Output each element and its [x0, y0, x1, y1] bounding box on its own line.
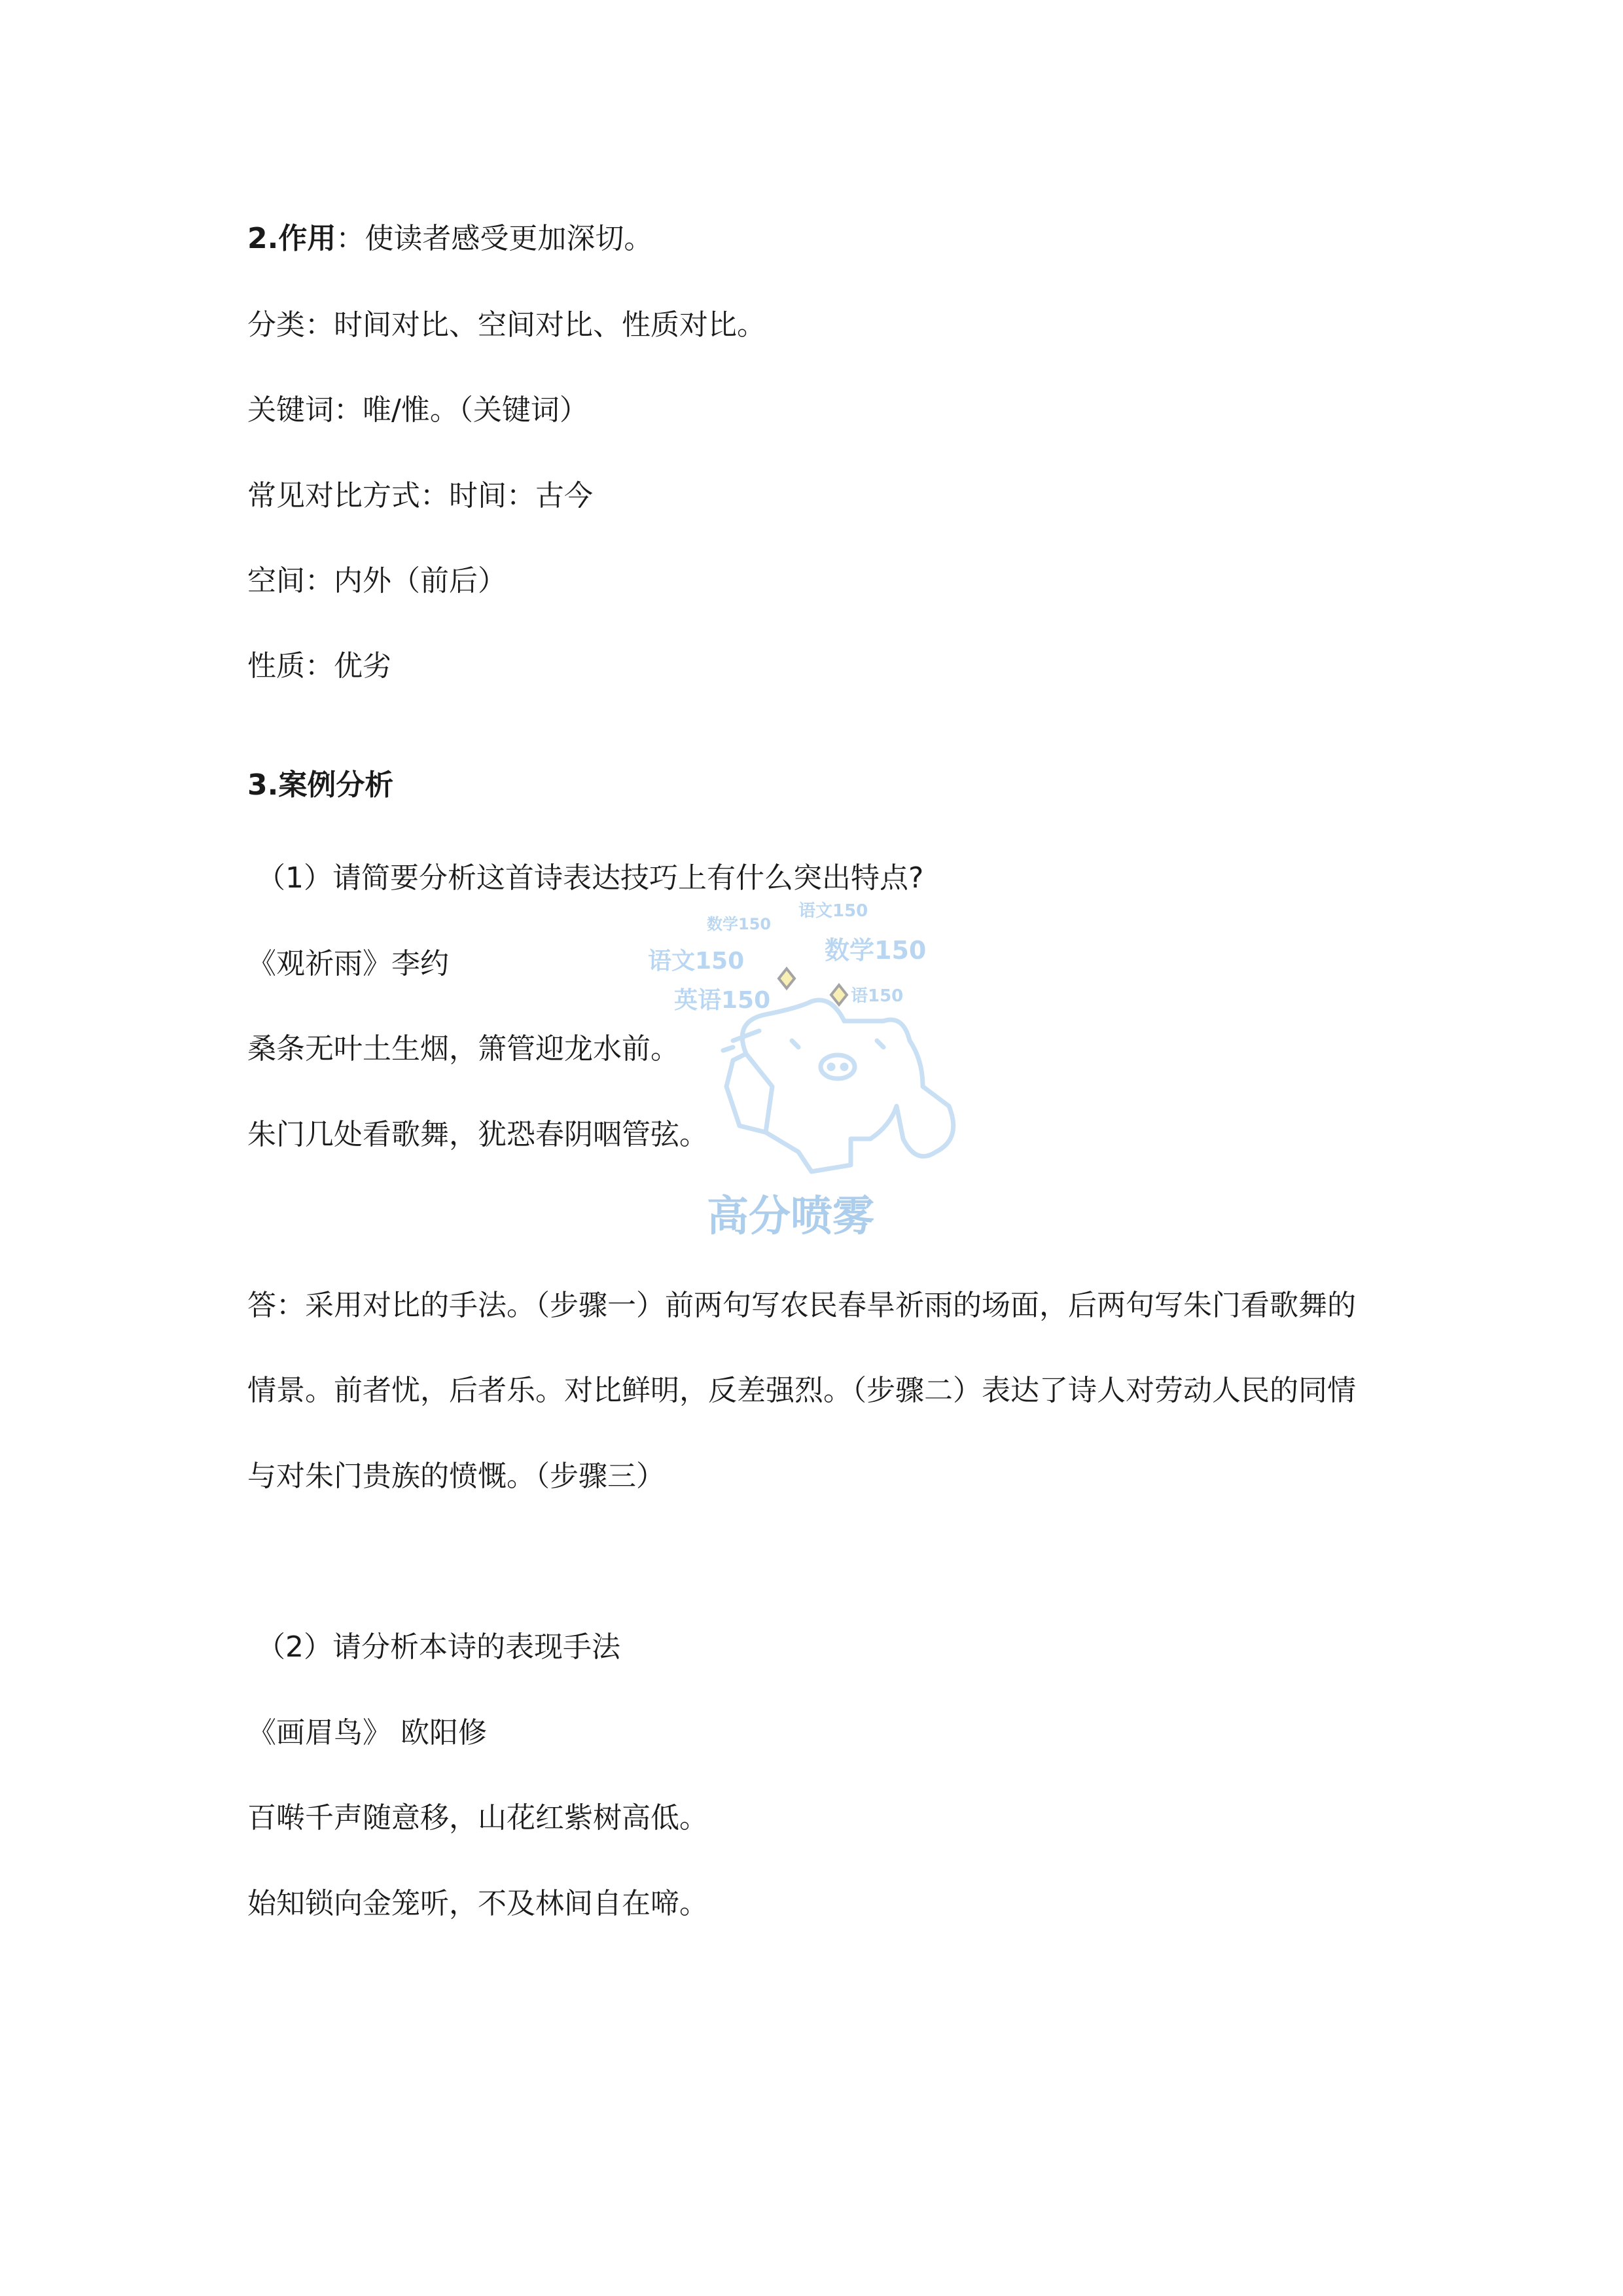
case-2-poem-title: 《画眉鸟》 欧阳修 [247, 1716, 487, 1749]
watermark-logo [635, 890, 1001, 1257]
case-1-poem-title: 《观祈雨》李约 [247, 947, 449, 980]
watermark-label: 语文150 [648, 948, 745, 975]
heading-label: 2.作用 [247, 222, 336, 255]
section-2-heading [247, 219, 652, 259]
sparkle-icon [831, 985, 847, 1005]
case-1-answer-line: 与对朱门贵族的愤慨。（步骤三） [247, 1460, 665, 1493]
text-line: 常见对比方式：时间：古今 [247, 479, 593, 512]
case-1-poem-line: 朱门几处看歌舞，犹恐春阴咽管弦。 [247, 1118, 708, 1151]
watermark-label: 语150 [851, 986, 904, 1006]
case-2-poem-line: 始知锁向金笼听，不及林间自在啼。 [247, 1887, 708, 1920]
watermark-brand: 高分喷雾 [707, 1193, 874, 1241]
watermark-label: 数学150 [707, 915, 772, 933]
section-3-heading: 3.案例分析 [247, 768, 394, 802]
case-1-answer-line: 答：采用对比的手法。（步骤一）前两句写农民春旱祈雨的场面，后两句写朱门看歌舞的 [247, 1289, 1356, 1322]
heading-text: ：使读者感受更加深切。 [336, 222, 653, 255]
text-line: 性质：优劣 [247, 649, 391, 683]
watermark-label: 语文150 [798, 901, 868, 921]
case-2-question: （2）请分析本诗的表现手法 [257, 1630, 620, 1664]
case-1-poem-line: 桑条无叶土生烟，箫管迎龙水前。 [247, 1032, 679, 1066]
sparkle-icon [779, 969, 794, 988]
text-line: 分类：时间对比、空间对比、性质对比。 [247, 308, 766, 342]
watermark-label: 数学150 [825, 936, 927, 965]
case-2-poem-line: 百啭千声随意移，山花红紫树高低。 [247, 1801, 708, 1835]
pig-mascot-icon [723, 1000, 954, 1172]
watermark-label: 英语150 [674, 987, 771, 1014]
case-1-question: （1）请简要分析这首诗表达技巧上有什么突出特点? [257, 861, 924, 895]
text-line: 关键词：唯/惟。（关键词） [247, 393, 588, 427]
case-1-answer-line: 情景。前者忧，后者乐。对比鲜明，反差强烈。（步骤二）表达了诗人对劳动人民的同情 [247, 1374, 1356, 1407]
text-line: 空间：内外（前后） [247, 564, 507, 598]
